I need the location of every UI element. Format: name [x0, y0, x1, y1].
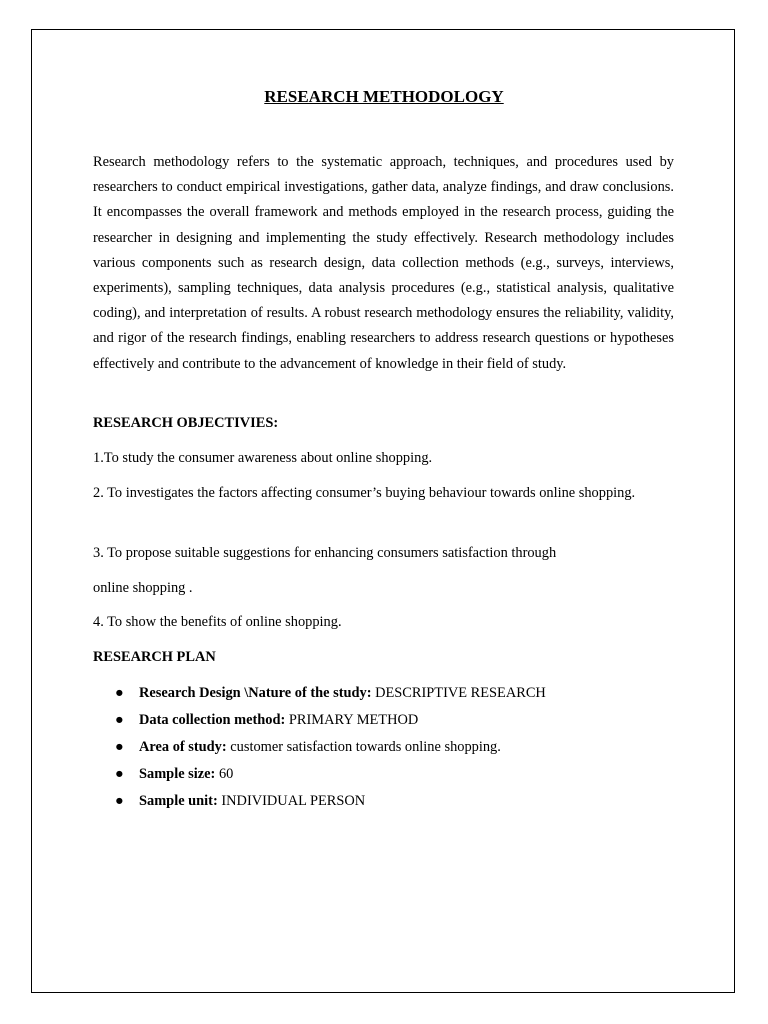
objective-item: 1.To study the consumer awareness about online shopping. [93, 450, 433, 466]
plan-item-value: PRIMARY METHOD [285, 712, 419, 728]
plan-item-label: Research Design \Nature of the study: [139, 685, 372, 701]
plan-heading: RESEARCH PLAN [93, 649, 216, 665]
plan-item-area-of-study [93, 736, 674, 763]
plan-item-value: customer satisfaction towards online shopping. [226, 739, 501, 755]
plan-item-research-design [93, 682, 674, 709]
objective-item-continuation: online shopping . [93, 580, 193, 596]
bullet-icon: ● [115, 766, 124, 782]
objective-item: 3. To propose suitable suggestions for enhancing consumers satisfaction through [93, 545, 557, 561]
plan-item-label: Area of study: [139, 739, 227, 755]
plan-item-data-collection [93, 709, 674, 736]
plan-item-label: Data collection method: [139, 712, 286, 728]
plan-list [93, 682, 674, 817]
objectives-heading: RESEARCH OBJECTIVIES: [93, 415, 279, 431]
plan-item-sample-unit [93, 790, 674, 817]
intro-paragraph: Research methodology refers to the systematic approach, techniques, and procedures used by researchers to conduct empirical investigations, gather data, analyze findings, and draw conclusions. It encompasses the overall framework and methods employed in the research process, guiding the researcher in designing and implementing the study effectively. Research methodology includes various components such as research design, data collection methods (e.g., surveys, interviews, experiments), sampling techniques, data analysis procedures (e.g., statistical analysis, qualitative coding), and interpretation of results. A robust research methodology ensures the reliability, validity, and rigor of the research findings, enabling researchers to address research questions or hypotheses effectively and contribute to the advancement of knowledge in their field of study. [93, 154, 674, 372]
page-title: RESEARCH METHODOLOGY [264, 87, 504, 106]
bullet-icon: ● [115, 685, 124, 701]
plan-item-sample-size [93, 763, 674, 790]
plan-item-value: DESCRIPTIVE RESEARCH [371, 685, 546, 701]
bullet-icon: ● [115, 739, 124, 755]
objective-item: 4. To show the benefits of online shopping. [93, 614, 342, 630]
plan-item-value: 60 [215, 766, 234, 782]
plan-item-label: Sample unit: [139, 793, 218, 809]
plan-item-label: Sample size: [139, 766, 216, 782]
bullet-icon: ● [115, 712, 124, 728]
bullet-icon: ● [115, 793, 124, 809]
objective-item: 2. To investigates the factors affecting consumer’s buying behaviour towards online shopping. [93, 485, 636, 501]
plan-item-value: INDIVIDUAL PERSON [217, 793, 366, 809]
